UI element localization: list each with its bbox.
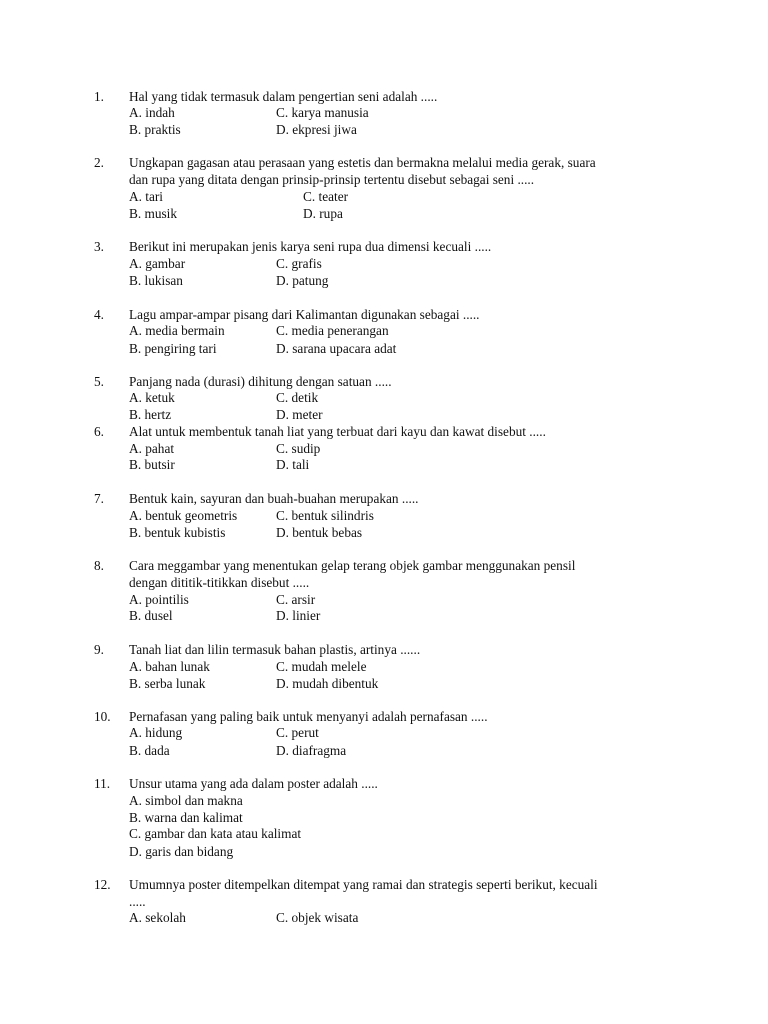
option-b: B. praktis [129,122,181,137]
question-number: 11. [94,776,111,791]
option-a: A. bahan lunak [129,659,210,674]
option-c: C. perut [276,725,319,740]
option-d: D. mudah dibentuk [276,676,379,691]
option-d: D. sarana upacara adat [276,341,397,356]
question-text-continued: dengan dititik-titikkan disebut ..... [129,575,310,590]
question-text: Tanah liat dan lilin termasuk bahan plastis, artinya ...... [129,642,421,657]
question-text: Hal yang tidak termasuk dalam pengertian seni adalah ..... [129,89,438,104]
question-text: Bentuk kain, sayuran dan buah-buahan merupakan ..... [129,491,419,506]
option-a: A. sekolah [129,910,186,925]
option-c: C. sudip [276,441,321,456]
question-text-continued: dan rupa yang ditata dengan prinsip-prinsip tertentu disebut sebagai seni ..... [129,172,535,187]
question-number: 5. [94,374,104,389]
option-a: A. gambar [129,256,186,271]
option-b: B. lukisan [129,273,183,288]
option-d: D. tali [276,457,310,472]
question-number: 6. [94,424,104,439]
question-text: Berikut ini merupakan jenis karya seni rupa dua dimensi kecuali ..... [129,239,492,254]
option-a: A. pointilis [129,592,189,607]
question-number: 7. [94,491,104,506]
option-c: C. objek wisata [276,910,359,925]
question-text: Ungkapan gagasan atau perasaan yang estetis dan bermakna melalui media gerak, suara [129,155,596,170]
question-text: Unsur utama yang ada dalam poster adalah ..... [129,776,378,791]
question-number: 10. [94,709,111,724]
option-d: D. rupa [303,206,343,221]
option-b: B. pengiring tari [129,341,217,356]
option-a: A. bentuk geometris [129,508,238,523]
question-number: 4. [94,307,104,322]
option-a: A. hidung [129,725,183,740]
question-text: Pernafasan yang paling baik untuk menyanyi adalah pernafasan ..... [129,709,488,724]
option-c: C. detik [276,390,319,405]
option-d: D. patung [276,273,329,288]
option-a: A. ketuk [129,390,175,405]
option-c: C. media penerangan [276,323,389,338]
option-b: B. hertz [129,407,172,422]
question-number: 9. [94,642,104,657]
option-a: A. media bermain [129,323,225,338]
question-number: 2. [94,155,104,170]
question-number: 12. [94,877,111,892]
option-a: A. tari [129,189,163,204]
option-c: C. gambar dan kata atau kalimat [129,826,302,841]
option-d: D. bentuk bebas [276,525,363,540]
option-b: B. warna dan kalimat [129,810,243,825]
question-number: 8. [94,558,104,573]
option-b: B. butsir [129,457,175,472]
question-text-continued: ..... [129,894,146,909]
option-c: C. teater [303,189,349,204]
option-b: B. dusel [129,608,173,623]
option-a: A. indah [129,105,175,120]
question-text: Alat untuk membentuk tanah liat yang terbuat dari kayu dan kawat disebut ..... [129,424,546,439]
option-d: D. meter [276,407,323,422]
option-d: D. diafragma [276,743,347,758]
option-c: C. grafis [276,256,322,271]
option-a: A. pahat [129,441,175,456]
question-number: 3. [94,239,104,254]
question-text: Umumnya poster ditempelkan ditempat yang ramai dan strategis seperti berikut, kecuali [129,877,598,892]
option-b: B. dada [129,743,170,758]
question-text: Cara meggambar yang menentukan gelap terang objek gambar menggunakan pensil [129,558,576,573]
option-b: B. bentuk kubistis [129,525,226,540]
option-b: B. serba lunak [129,676,206,691]
option-d: D. linier [276,608,321,623]
question-number: 1. [94,89,104,104]
option-d: D. garis dan bidang [129,844,234,859]
option-a: A. simbol dan makna [129,793,243,808]
option-b: B. musik [129,206,178,221]
question-text: Lagu ampar-ampar pisang dari Kalimantan digunakan sebagai ..... [129,307,480,322]
option-d: D. ekpresi jiwa [276,122,357,137]
option-c: C. mudah melele [276,659,367,674]
question-text: Panjang nada (durasi) dihitung dengan satuan ..... [129,374,392,389]
option-c: C. arsir [276,592,316,607]
option-c: C. karya manusia [276,105,369,120]
option-c: C. bentuk silindris [276,508,374,523]
